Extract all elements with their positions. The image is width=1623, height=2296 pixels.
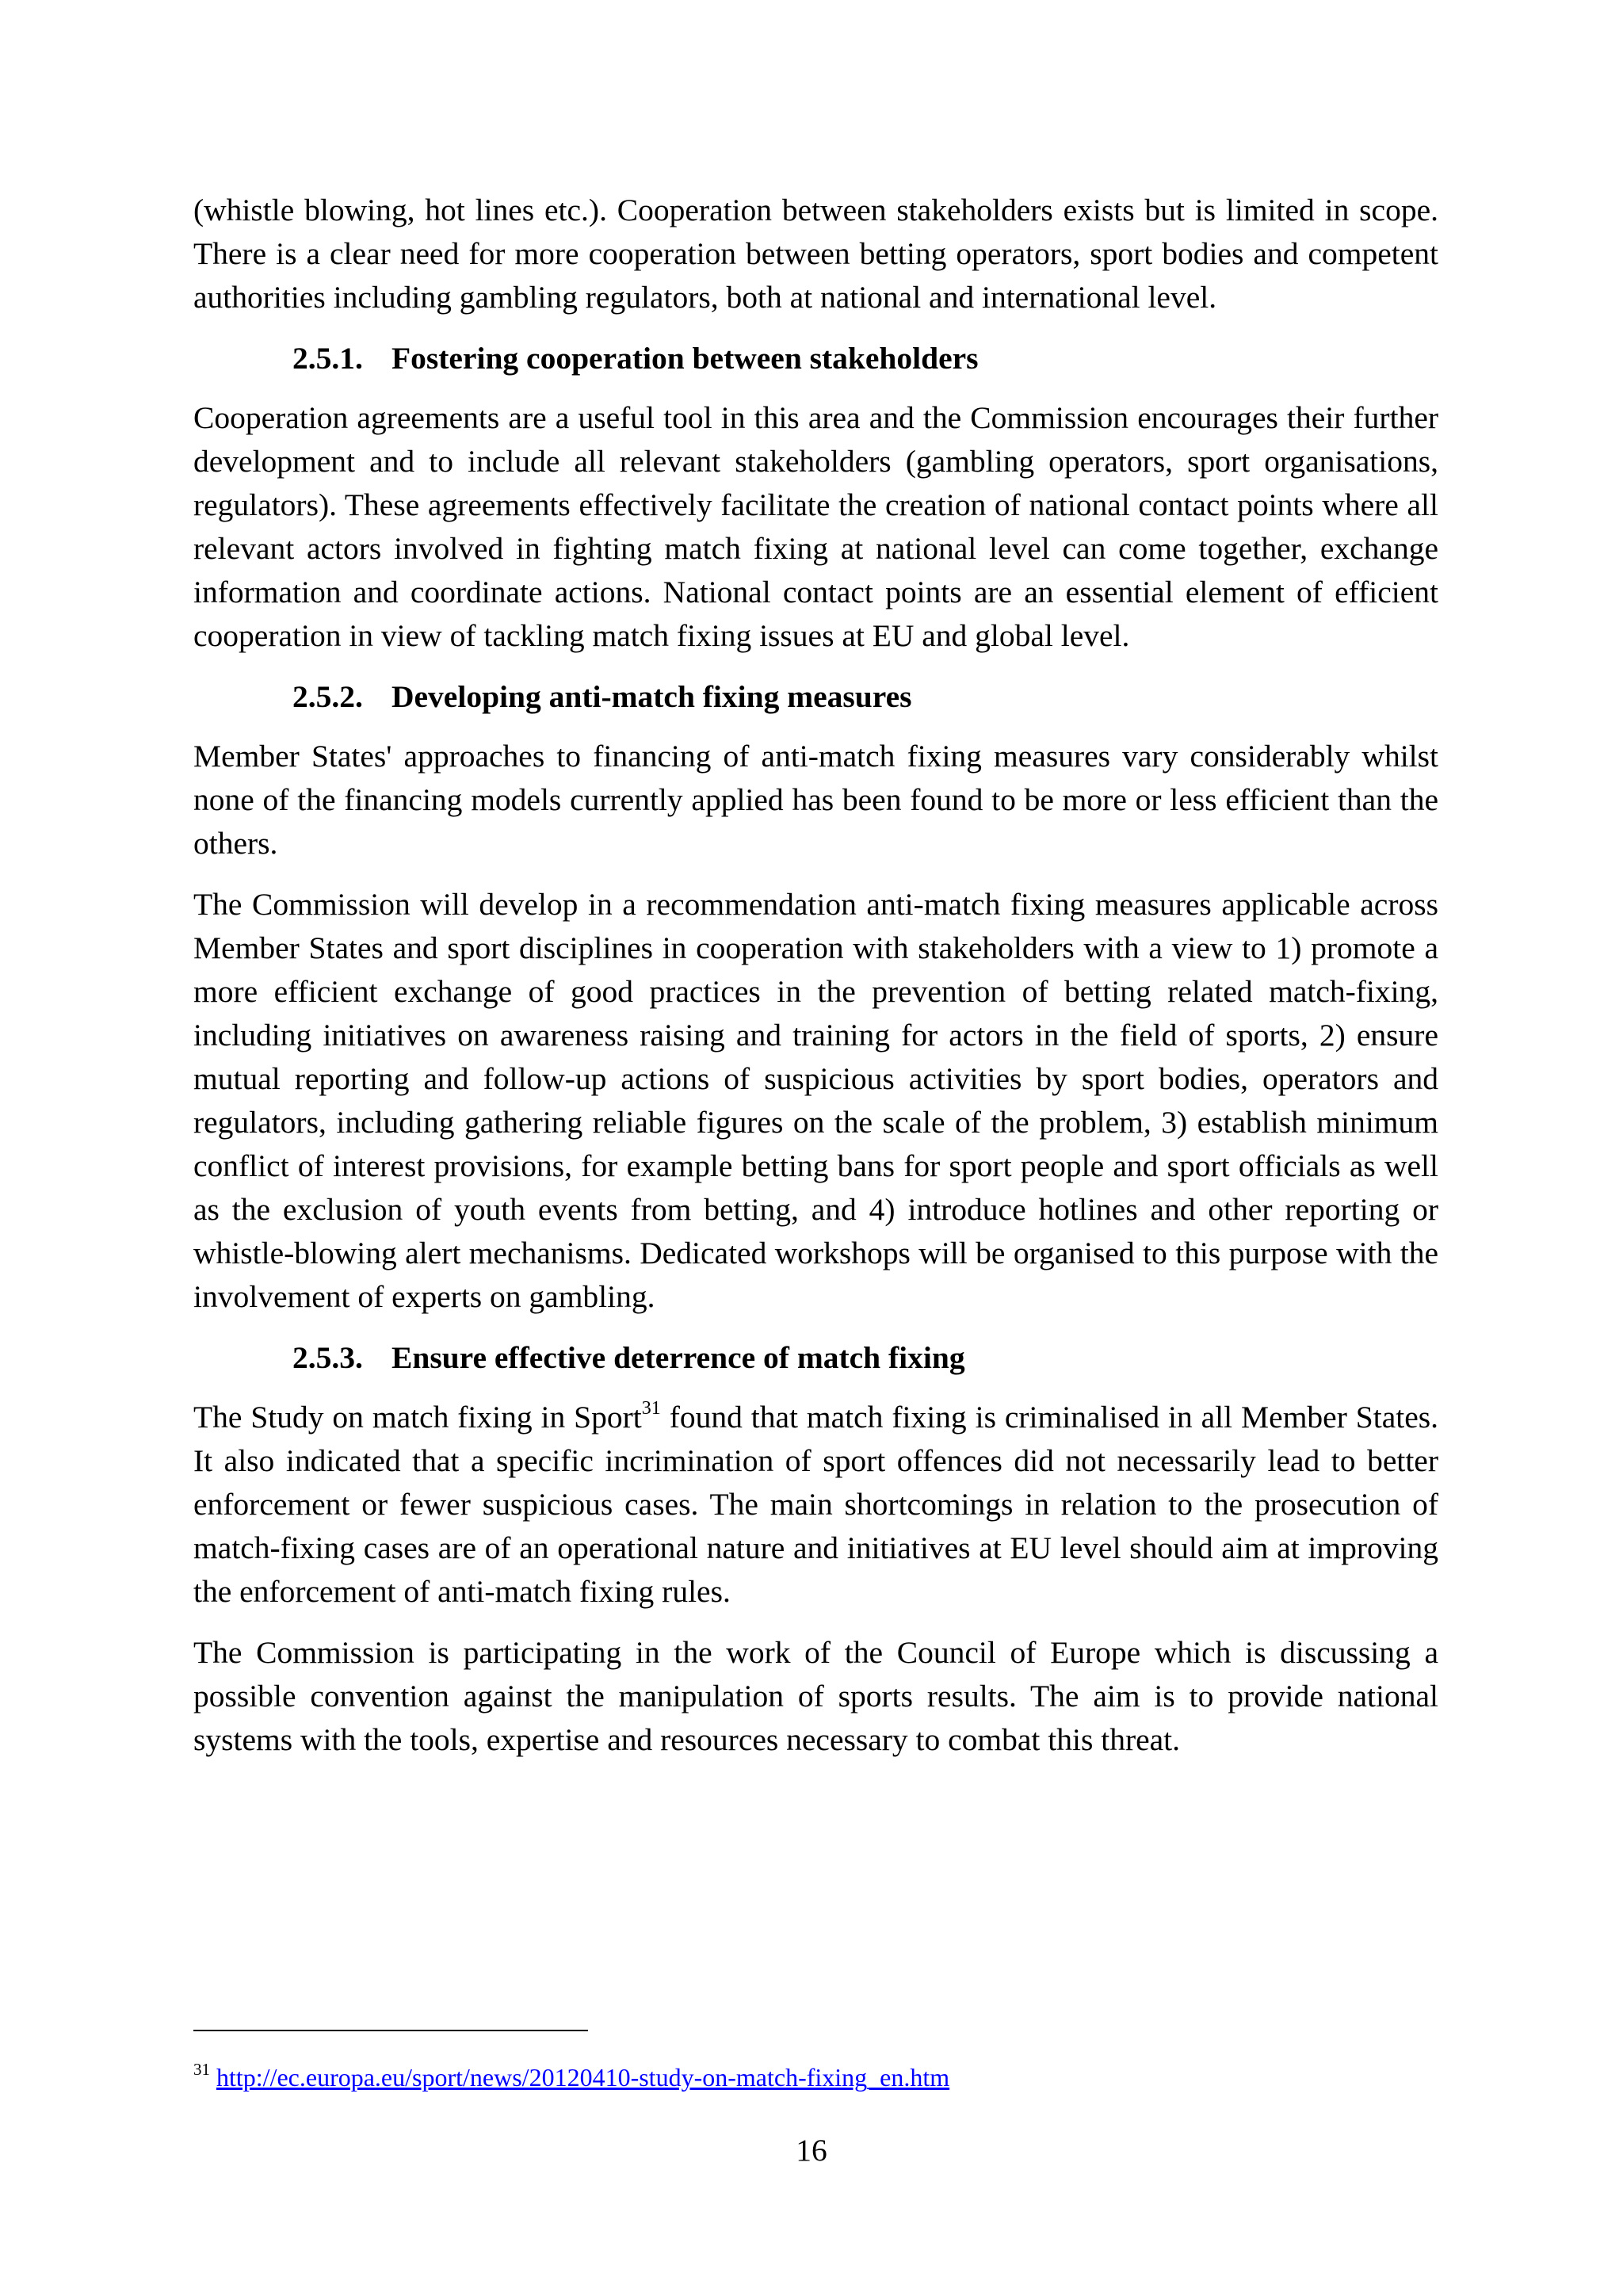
footnote-reference[interactable]: 31 bbox=[641, 1398, 661, 1419]
footnote-divider bbox=[193, 2030, 588, 2031]
section-number: 2.5.3. bbox=[292, 1340, 363, 1375]
footnote bbox=[193, 2061, 949, 2093]
section-heading-2-5-1 bbox=[193, 337, 1438, 380]
section-number: 2.5.2. bbox=[292, 679, 363, 714]
paragraph: The Commission is participating in the work of the Council of Europe which is discussing a possible convention against the manipulation of sports results. The aim is to provide national systems with the tools, expertise and resources necessary to combat this threat. bbox=[193, 1635, 1438, 1757]
page-number: 16 bbox=[796, 2133, 827, 2168]
paragraph-text: The Study on match fixing in Sport bbox=[193, 1400, 642, 1435]
section-number: 2.5.1. bbox=[292, 341, 363, 376]
footnote-link[interactable]: http://ec.europa.eu/sport/news/20120410-study-on-match-fixing_en.htm bbox=[216, 2063, 950, 2092]
section-heading-2-5-3 bbox=[193, 1336, 1438, 1380]
section-title: Ensure effective deterrence of match fixing bbox=[391, 1340, 965, 1375]
paragraph bbox=[193, 1396, 1438, 1614]
paragraph: The Commission will develop in a recommendation anti-match fixing measures applicable across Member States and sport disciplines in cooperation with stakeholders with a view to 1) promote a more efficient exchange of good practices in the prevention of betting related match-fixing, including initiatives on awareness raising and training for actors in the field of sports, 2) ensure mutual reporting and follow-up actions of suspicious activities by sport bodies, operators and regulators, including gathering reliable figures on the scale of the problem, 3) establish minimum conflict of interest provisions, for example betting bans for sport people and sport officials as well as the exclusion of youth events from betting, and 4) introduce hotlines and other reporting or whistle-blowing alert mechanisms. Dedicated workshops will be organised to this purpose with the involvement of experts on gambling. bbox=[193, 887, 1438, 1314]
section-title: Fostering cooperation between stakeholders bbox=[391, 341, 979, 376]
paragraph: Cooperation agreements are a useful tool in this area and the Commission encourages their further development and to include all relevant stakeholders (gambling operators, sport organisations, regulators). These agreements effectively facilitate the creation of national contact points where all relevant actors involved in fighting match fixing at national level can come together, exchange information and coordinate actions. National contact points are an essential element of efficient cooperation in view of tackling match fixing issues at EU and global level. bbox=[193, 400, 1438, 653]
intro-paragraph: (whistle blowing, hot lines etc.). Cooperation between stakeholders exists but is limited in scope. There is a clear need for more cooperation between betting operators, sport bodies and competent authorities including gambling regulators, both at national and international level. bbox=[193, 193, 1438, 315]
section-title: Developing anti-match fixing measures bbox=[391, 679, 912, 714]
document-body bbox=[193, 189, 1438, 1779]
paragraph: Member States' approaches to financing of anti-match fixing measures vary considerably whilst none of the financing models currently applied has been found to be more or less efficient than the others. bbox=[193, 739, 1438, 861]
section-heading-2-5-2 bbox=[193, 675, 1438, 719]
paragraph-text: found that match fixing is criminalised in all Member States. It also indicated that a specific incrimination of sport offences did not necessarily lead to better enforcement or fewer suspicious cases. The main shortcomings in relation to the prosecution of match-fixing cases are of an operational nature and initiatives at EU level should aim at improving the enforcement of anti-match fixing rules. bbox=[193, 1400, 1438, 1609]
footnote-number: 31 bbox=[193, 2060, 210, 2079]
